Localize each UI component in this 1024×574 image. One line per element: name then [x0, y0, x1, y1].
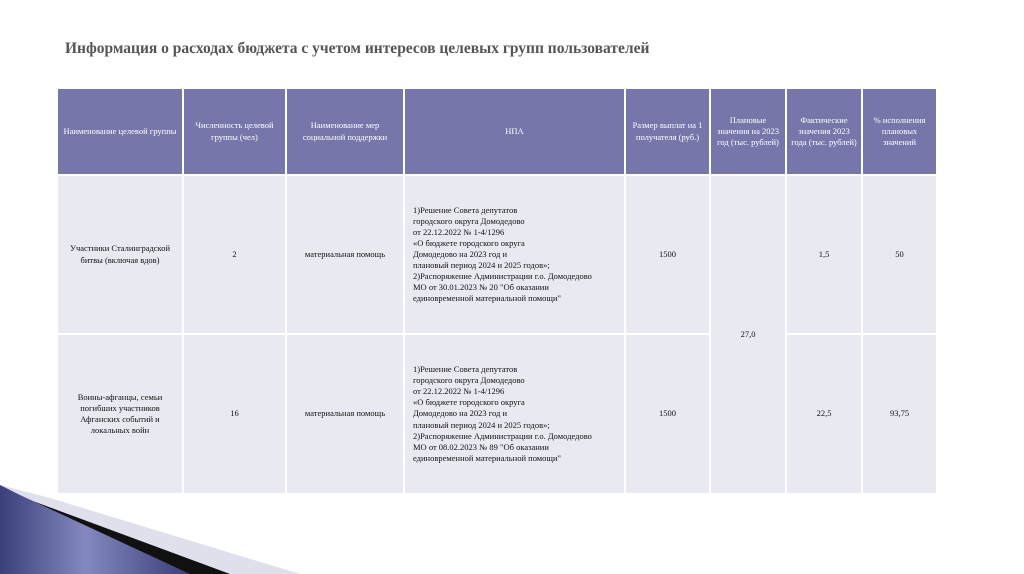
page-title: Информация о расходах бюджета с учетом интересов целевых групп пользователей — [65, 40, 650, 57]
npa-line: городского округа Домодедово — [413, 215, 525, 226]
npa-line: «О бюджете городского округа — [413, 237, 525, 248]
cell-count: 2 — [183, 175, 286, 334]
npa-line: МО от 30.01.2023 № 20 "Об оказании — [413, 282, 549, 293]
cell-percent: 50 — [862, 175, 937, 334]
cell-actual: 1,5 — [786, 175, 862, 334]
cell-payment: 1500 — [625, 175, 710, 334]
cell-actual: 22,5 — [786, 334, 862, 494]
npa-line: 1)Решение Совета депутатов — [413, 204, 518, 215]
cell-group: Участники Сталинградской битвы (включая вдов) — [57, 175, 183, 334]
header-payment: Размер выплат на 1 получателя (руб.) — [625, 88, 710, 175]
cell-measure: материальная помощь — [286, 175, 404, 334]
header-count: Численность целевой группы (чел) — [183, 88, 286, 175]
npa-line: 2)Распоряжение Администрации г.о. Домодедово — [413, 430, 592, 441]
cell-planned: 27,0 — [710, 175, 786, 494]
npa-line: от 22.12.2022 № 1-4/1296 — [413, 386, 505, 397]
npa-line: единовременной материальной помощи" — [413, 293, 561, 304]
header-npa: НПА — [404, 88, 625, 175]
npa-line: Домодедово на 2023 год и — [413, 408, 508, 419]
cell-group: Воины-афганцы, семьи погибших участников Афганских событий и локальных войн — [57, 334, 183, 494]
cell-count: 16 — [183, 334, 286, 494]
npa-line: МО от 08.02.2023 № 89 "Об оказании — [413, 441, 549, 452]
npa-line: единовременной материальной помощи" — [413, 452, 561, 463]
header-planned: Плановые значения на 2023 год (тыс. рублей) — [710, 88, 786, 175]
header-measure: Наименование мер социальной поддержки — [286, 88, 404, 175]
header-group: Наименование целевой группы — [57, 88, 183, 175]
npa-line: 1)Решение Совета депутатов — [413, 364, 518, 375]
cell-payment: 1500 — [625, 334, 710, 494]
header-actual: Фактические значения 2023 года (тыс. рублей) — [786, 88, 862, 175]
npa-line: 2)Распоряжение Администрации г.о. Домодедово — [413, 271, 592, 282]
cell-measure: материальная помощь — [286, 334, 404, 494]
npa-line: «О бюджете городского округа — [413, 397, 525, 408]
npa-line: Домодедово на 2023 год и — [413, 248, 508, 259]
npa-line: от 22.12.2022 № 1-4/1296 — [413, 226, 505, 237]
cell-percent: 93,75 — [862, 334, 937, 494]
npa-line: плановый период 2024 и 2025 годов»; — [413, 260, 550, 271]
npa-line: городского округа Домодедово — [413, 375, 525, 386]
npa-line: плановый период 2024 и 2025 годов»; — [413, 419, 550, 430]
header-percent: % исполнения плановых значений — [862, 88, 937, 175]
